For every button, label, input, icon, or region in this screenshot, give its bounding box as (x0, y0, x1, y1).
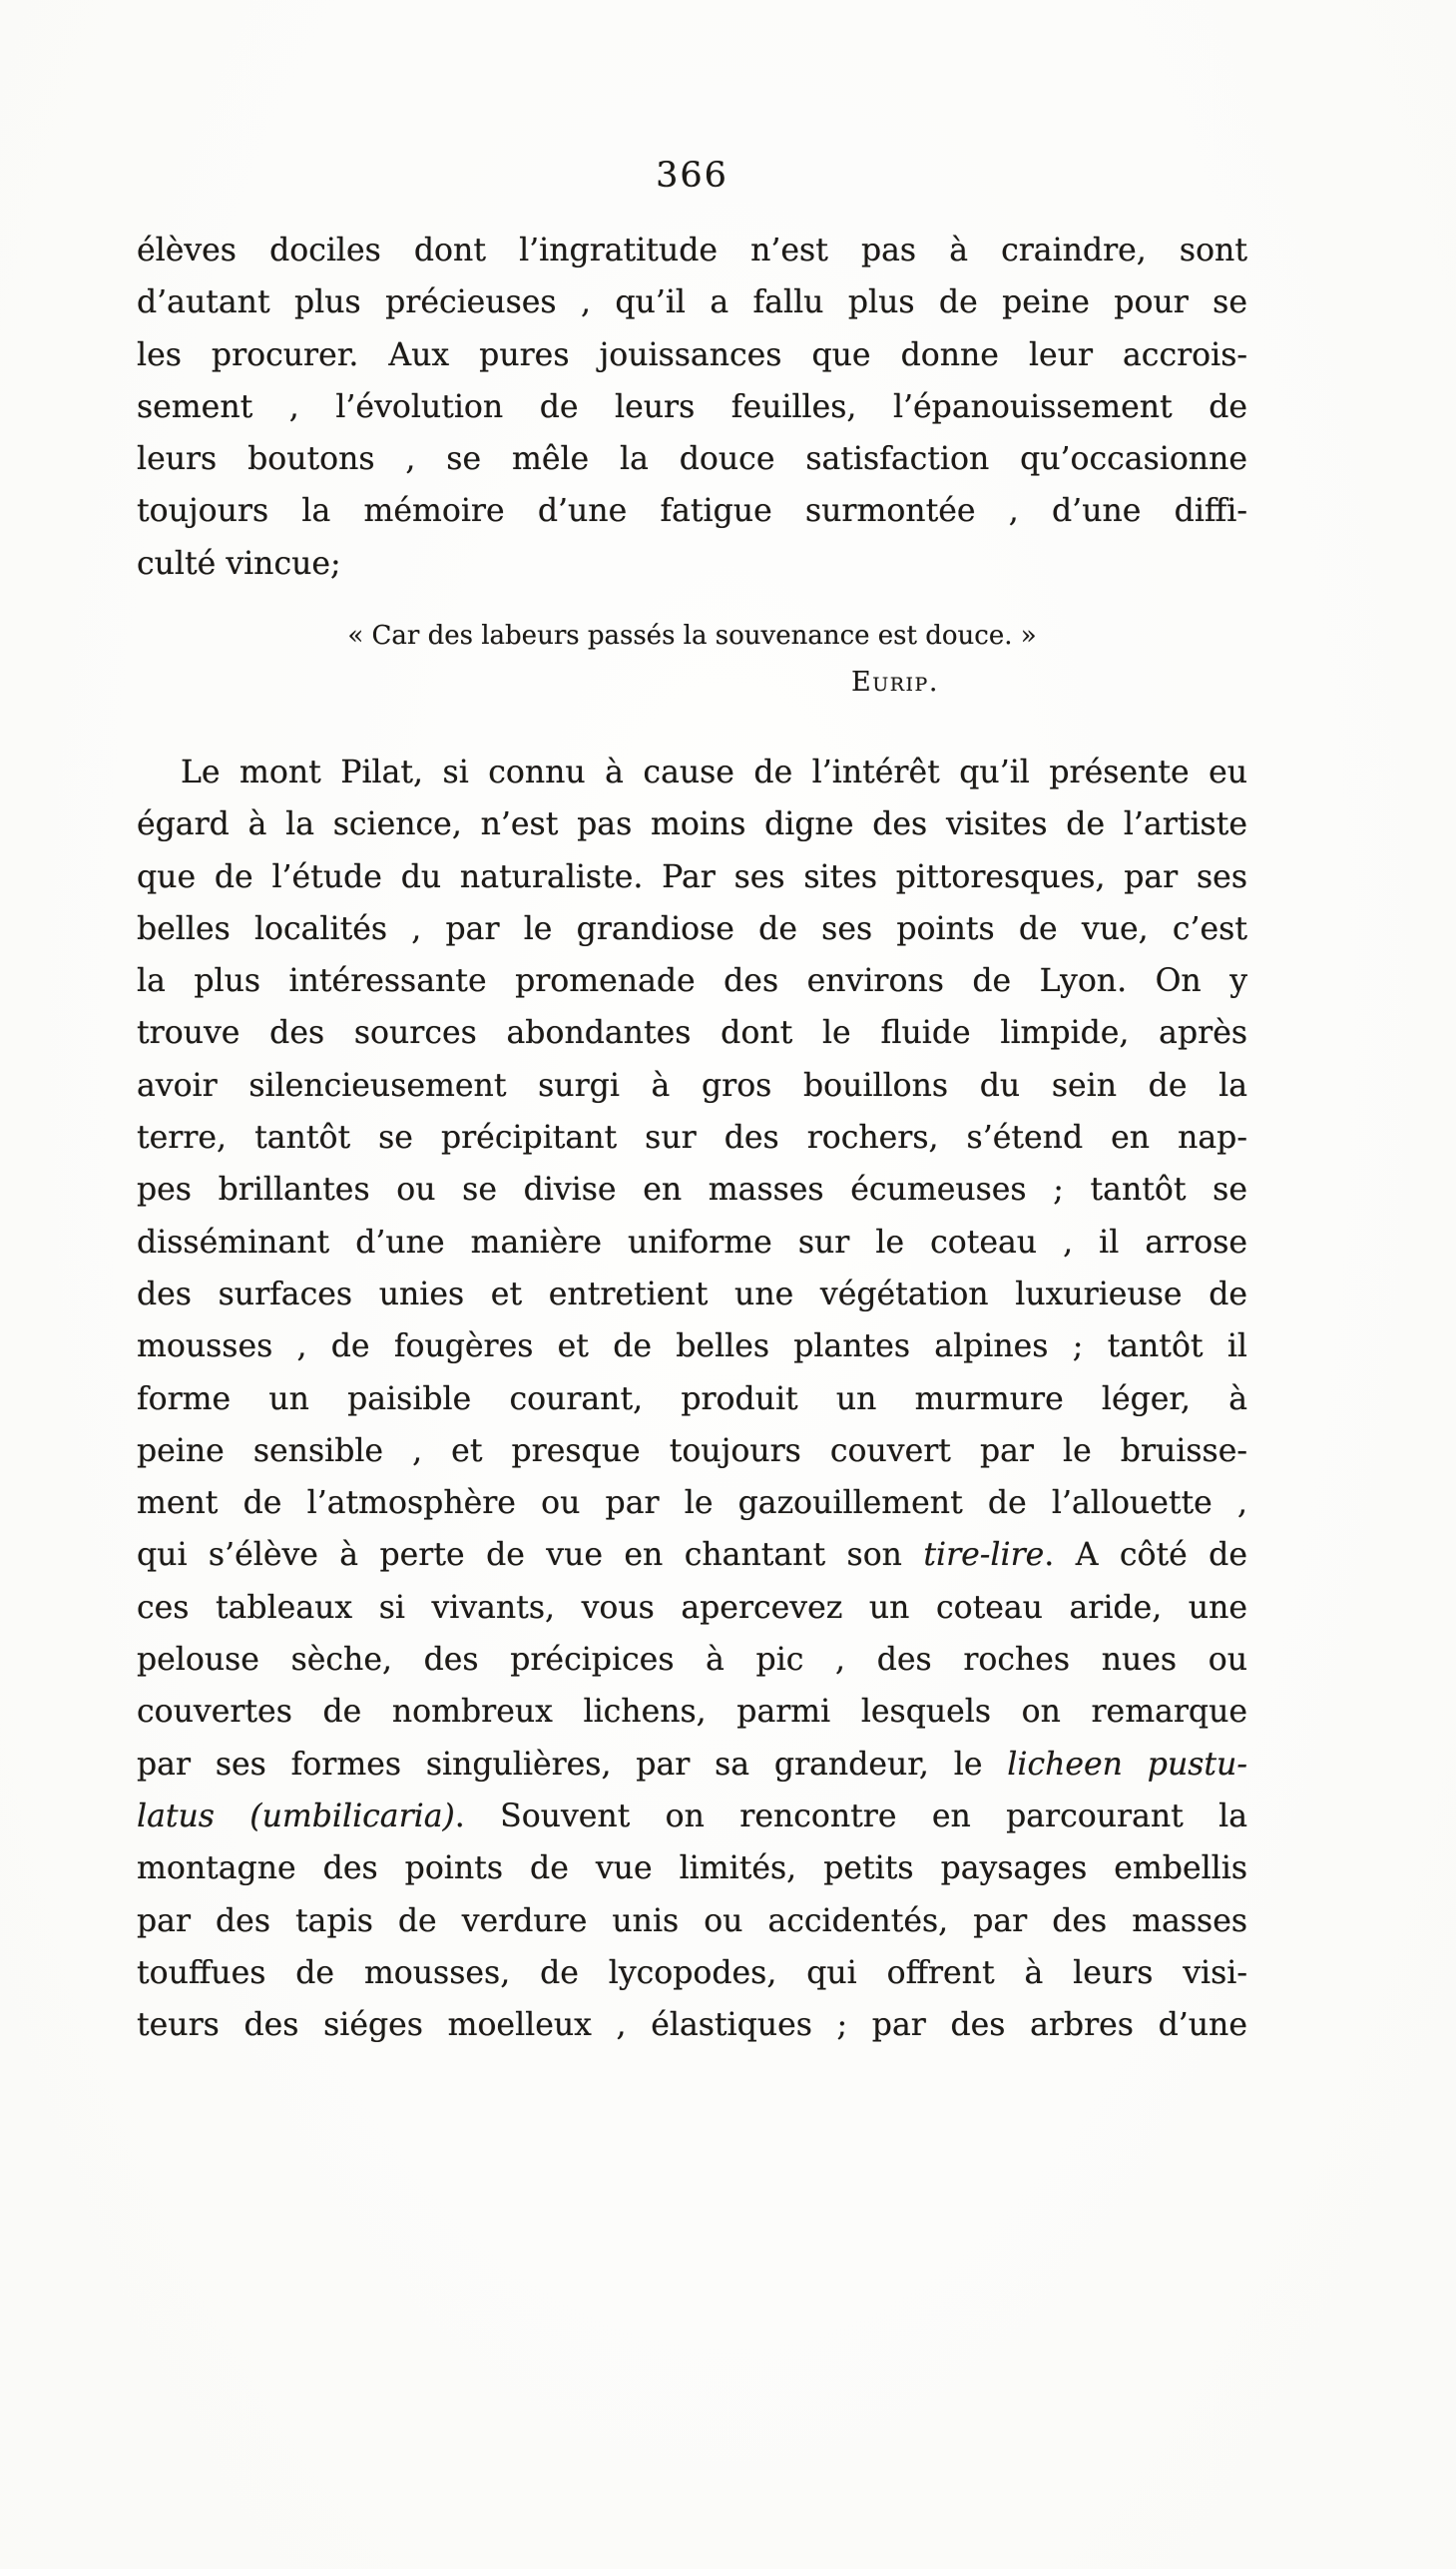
text-segment: mousses , de fougères et de belles plantes alpines ; tantôt il (137, 1328, 1247, 1365)
text-line (137, 851, 1247, 903)
text-line (137, 798, 1247, 850)
text-line (137, 1634, 1247, 1686)
text-segment: d’autant plus précieuses , qu’il a fallu plus de peine pour se (137, 284, 1247, 321)
text-line (137, 433, 1247, 485)
italic-text: licheen pustu- (1007, 1746, 1247, 1783)
text-line (137, 538, 1247, 590)
text-line (137, 1999, 1247, 2051)
text-segment: ces tableaux si vivants, vous apercevez un coteau aride, une (137, 1589, 1247, 1626)
verse-quote: « Car des labeurs passés la souvenance est douce. » (347, 621, 1037, 651)
text-segment: ment de l’atmosphère ou par le gazouillement de l’allouette , (137, 1485, 1247, 1522)
italic-text: tire-lire (923, 1537, 1045, 1574)
text-line (137, 1582, 1247, 1634)
text-segment: pelouse sèche, des précipices à pic , des roches nues ou (137, 1642, 1247, 1679)
text-line (137, 1842, 1247, 1894)
text-line (137, 1425, 1247, 1477)
text-segment: leurs boutons , se mêle la douce satisfaction qu’occasionne (137, 441, 1247, 478)
text-segment: touffues de mousses, de lycopodes, qui offrent à leurs visi- (137, 1954, 1247, 1991)
text-segment: culté vincue; (137, 545, 341, 582)
text-segment: par des tapis de verdure unis ou accidentés, par des masses (137, 1902, 1247, 1939)
text-column (137, 0, 1247, 2569)
text-segment: les procurer. Aux pures jouissances que donne leur accrois- (137, 336, 1247, 373)
text-line (137, 903, 1247, 955)
text-segment: la plus intéressante promenade des environs de Lyon. On y (137, 963, 1247, 1000)
text-line (137, 1477, 1247, 1529)
text-line (137, 747, 1247, 798)
text-segment: pes brillantes ou se divise en masses écumeuses ; tantôt se (137, 1172, 1247, 1209)
text-segment: couvertes de nombreux lichens, parmi lesquels on remarque (137, 1694, 1247, 1731)
text-segment: forme un paisible courant, produit un murmure léger, à (137, 1380, 1247, 1417)
text-line (137, 1791, 1247, 1842)
text-line (137, 1320, 1247, 1372)
text-segment: élèves dociles dont l’ingratitude n’est pas à craindre, sont (137, 233, 1247, 268)
text-segment: disséminant d’une manière uniforme sur le coteau , il arrose (137, 1224, 1247, 1261)
text-segment: peine sensible , et presque toujours couvert par le bruisse- (137, 1432, 1247, 1469)
text-segment: montagne des points de vue limités, petits paysages embellis (137, 1850, 1247, 1887)
text-segment: avoir silencieusement surgi à gros bouillons du sein de la (137, 1067, 1247, 1104)
paragraph-1 (137, 225, 1247, 590)
text-line (137, 1217, 1247, 1269)
text-line (137, 1007, 1247, 1059)
text-segment: . Souvent on rencontre en parcourant la (454, 1798, 1247, 1834)
text-line (137, 381, 1247, 433)
text-line (137, 329, 1247, 381)
paragraph-2 (137, 747, 1247, 2051)
text-line (137, 1060, 1247, 1112)
text-line (137, 1947, 1247, 1999)
text-line (137, 276, 1247, 328)
text-line (137, 1739, 1247, 1791)
text-segment: Le mont Pilat, si connu à cause de l’intérêt qu’il présente eu (181, 755, 1247, 790)
text-segment: belles localités , par le grandiose de ses points de vue, c’est (137, 910, 1247, 947)
text-line (137, 1529, 1247, 1581)
text-line (137, 1112, 1247, 1164)
text-segment: toujours la mémoire d’une fatigue surmontée , d’une diffi- (137, 493, 1247, 530)
text-segment: que de l’étude du naturaliste. Par ses sites pittoresques, par ses (137, 858, 1247, 895)
text-segment: . A côté de (1044, 1537, 1247, 1574)
text-line (137, 225, 1247, 276)
text-line (137, 1164, 1247, 1216)
text-line (137, 1686, 1247, 1738)
text-segment: teurs des siéges moelleux , élastiques ; par des arbres d’une (137, 2007, 1247, 2044)
text-segment: par ses formes singulières, par sa grandeur, le (137, 1746, 1008, 1783)
text-segment: qui s’élève à perte de vue en chantant son (137, 1537, 924, 1574)
text-line (137, 1269, 1247, 1320)
text-segment: sement , l’évolution de leurs feuilles, l’épanouissement de (137, 388, 1247, 425)
text-line (137, 955, 1247, 1007)
text-segment: terre, tantôt se précipitant sur des rochers, s’étend en nap- (137, 1120, 1247, 1157)
text-line (137, 485, 1247, 537)
italic-text: latus (umbilicaria) (137, 1798, 455, 1834)
text-line (137, 1373, 1247, 1425)
text-segment: des surfaces unies et entretient une végétation luxurieuse de (137, 1276, 1247, 1312)
page-number: 366 (656, 156, 728, 196)
text-line (137, 1895, 1247, 1947)
text-segment: trouve des sources abondantes dont le fluide limpide, après (137, 1015, 1247, 1052)
text-segment: égard à la science, n’est pas moins digne des visites de l’artiste (137, 806, 1247, 843)
quote-attribution: Eurip. (851, 667, 939, 698)
